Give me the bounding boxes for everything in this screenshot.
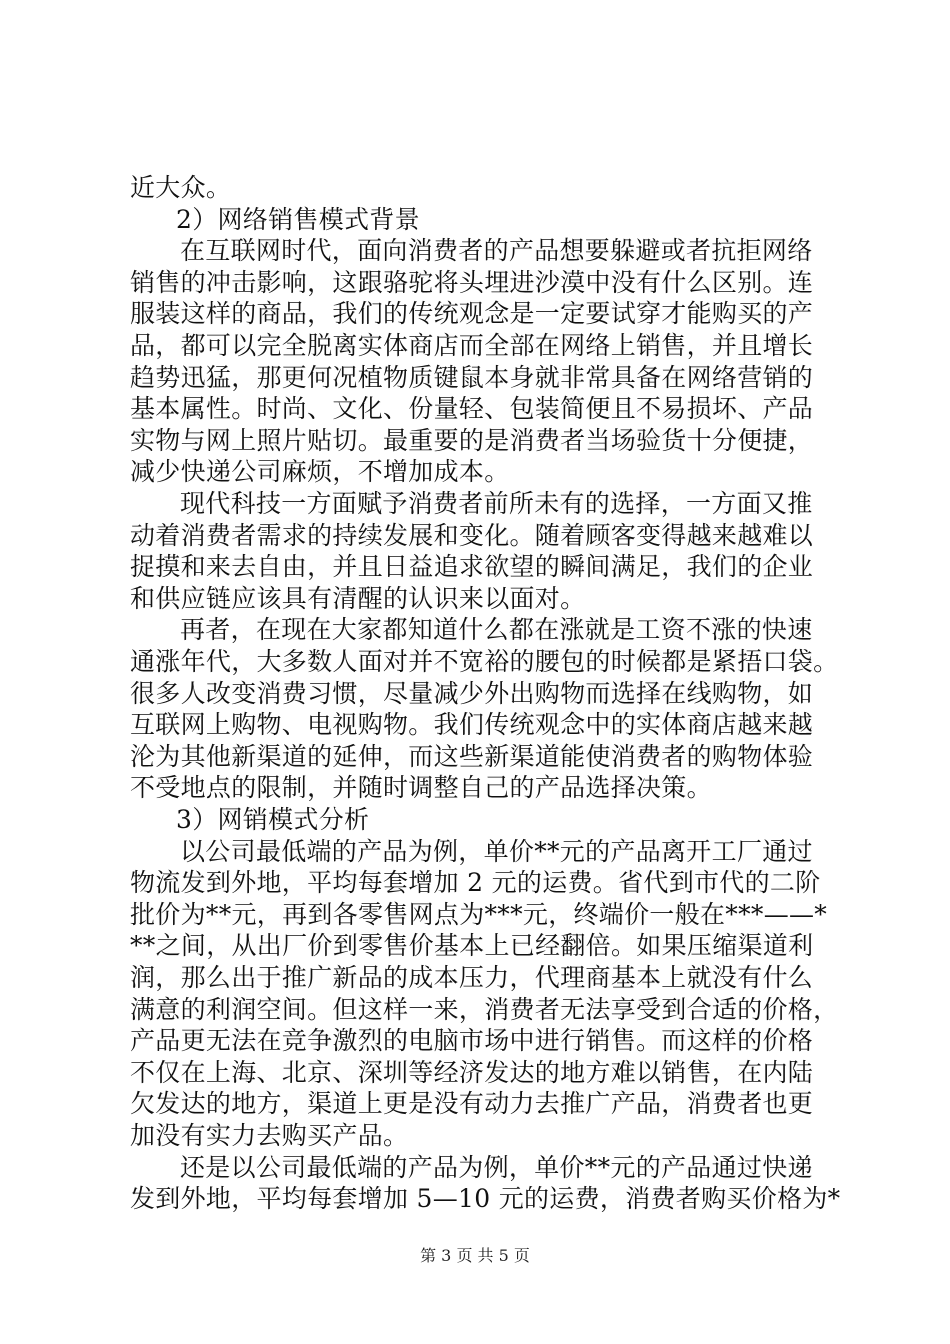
text-line: 批价为**元，再到各零售网点为***元，终端价一般在***——* [130,900,828,929]
text-line: 加没有实力去购买产品。 [130,1121,409,1150]
page-footer: 第 3 页 共 5 页 [420,1246,530,1265]
text-line: 以公司最低端的产品为例，单价**元的产品离开工厂通过 [180,837,813,866]
text-line: 润，那么出于推广新品的成本压力，代理商基本上就没有什么 [130,963,814,992]
section-heading: 3）网销模式分析 [176,805,370,834]
text-line: 不仅在上海、北京、深圳等经济发达的地方难以销售，在内陆 [130,1058,814,1087]
text-line: 基本属性。时尚、文化、份量轻、包装简便且不易损坏、产品 [130,394,814,423]
text-line: **之间，从出厂价到零售价基本上已经翻倍。如果压缩渠道利 [130,931,814,960]
section-heading: 2）网络销售模式背景 [176,205,420,234]
text-line: 沦为其他新渠道的延伸，而这些新渠道能使消费者的购物体验 [130,742,814,771]
text-line: 品，都可以完全脱离实体商店而全部在网络上销售，并且增长 [130,331,814,360]
text-line: 满意的利润空间。但这样一来，消费者无法享受到合适的价格， [130,995,839,1024]
text-line: 捉摸和来去自由，并且日益追求欲望的瞬间满足，我们的企业 [130,552,814,581]
text-line: 互联网上购物、电视购物。我们传统观念中的实体商店越来越 [130,710,814,739]
text-line: 在互联网时代，面向消费者的产品想要躲避或者抗拒网络 [180,236,813,265]
text-line: 动着消费者需求的持续发展和变化。随着顾客变得越来越难以 [130,521,814,550]
text-line: 服装这样的商品，我们的传统观念是一定要试穿才能购买的产 [130,299,814,328]
text-line: 欠发达的地方，渠道上更是没有动力去推广产品，消费者也更 [130,1089,814,1118]
text-line: 近大众。 [130,173,232,202]
text-line: 现代科技一方面赋予消费者前所未有的选择，一方面又推 [180,489,813,518]
text-line: 还是以公司最低端的产品为例，单价**元的产品通过快递 [180,1153,813,1182]
text-line: 减少快递公司麻烦，不增加成本。 [130,457,510,486]
text-line: 很多人改变消费习惯，尽量减少外出购物而选择在线购物，如 [130,679,814,708]
text-line: 发到外地，平均每套增加 5—10 元的运费，消费者购买价格为* [130,1184,841,1213]
text-line: 趋势迅猛，那更何况植物质键鼠本身就非常具备在网络营销的 [130,363,814,392]
text-line: 产品更无法在竞争激烈的电脑市场中进行销售。而这样的价格 [130,1026,814,1055]
text-line: 通涨年代，大多数人面对并不宽裕的腰包的时候都是紧捂口袋。 [130,647,839,676]
text-line: 销售的冲击影响，这跟骆驼将头埋进沙漠中没有什么区别。连 [130,268,814,297]
text-line: 实物与网上照片贴切。最重要的是消费者当场验货十分便捷， [130,426,814,455]
text-line: 不受地点的限制，并随时调整自己的产品选择决策。 [130,773,712,802]
text-line: 再者，在现在大家都知道什么都在涨就是工资不涨的快速 [180,615,813,644]
text-line: 物流发到外地，平均每套增加 2 元的运费。省代到市代的二阶 [130,868,821,897]
text-line: 和供应链应该具有清醒的认识来以面对。 [130,584,586,613]
